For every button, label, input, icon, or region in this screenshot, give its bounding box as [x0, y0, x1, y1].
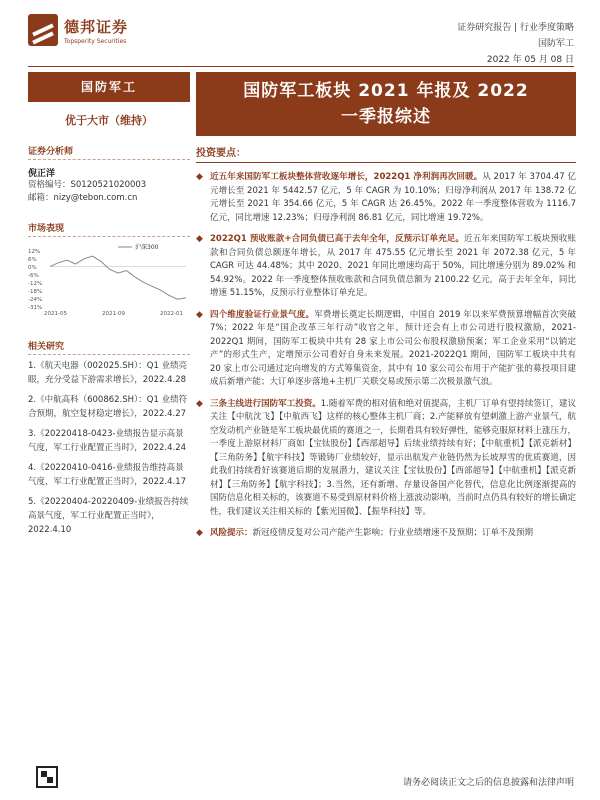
- report-title-line1: 国防军工板块 2021 年报及 2022: [243, 81, 529, 101]
- paragraph-highlight: 三条主线进行国防军工投资。: [210, 398, 321, 409]
- y-tick-label: -6%: [28, 273, 39, 279]
- bullet-icon: ◆: [196, 234, 203, 244]
- y-tick-label: 0%: [28, 265, 37, 271]
- report-title-line2: 一季报综述: [341, 107, 431, 127]
- research-item[interactable]: 2.《中航高科（600862.SH）：Q1 业绩符合预期，航空复材稳定增长》，2022.4.27: [28, 395, 188, 419]
- research-section-title: 相关研究: [28, 339, 190, 355]
- paragraph-body: 1.随着军费的相对值和绝对值提高，主机厂订单有望持续签订，建议关注【中航沈飞】【中航西飞】这样的核心整体主机厂商；2.产能释放有望刺激上游产业景气，航空发动机产业链是军工板块最优质的赛道之一，长期看具有较好弹性，能够克服原材料上涨压力，一季度上游原材料厂商如【宝钛股份】【西部超导】后续业绩持续有好；【中航重机】【派克新材】【三角防务】【航宇科技】等锻铸厂业绩较好，显示出航发产业链仍然为长坡厚雪的优质赛道，因此我们持续看好该赛道后期的发展潜力，建议关注【宝钛股份】【西部超导】【中航重机】【派克新材】【三角防务】【航宇科技】；3.当然，还有新增、存量设备国产化替代，信息化比例逐渐提高的国防信息化相关标的，该赛道不易受到原材料价格上涨波动影响，当前时点仍具有较好的增长确定性，我们建议关注相关标的【紫光国微】、【振华科技】等。: [210, 398, 576, 517]
- paragraph-highlight: 2022Q1 预收账款+合同负债已高于去年全年，反预示订单充足。: [210, 234, 465, 244]
- report-title: [196, 72, 576, 136]
- paragraph-body: 近五年来国防军工板块预收账款和合同负债总额逐年增长，从 2017 年 475.55 亿元增长至 2021 年 2072.38 亿元，5 年 CAGR 可达 44.48%；其中 2020、2021 年同比增速均高于 50%，同比增速分别为 89.02% 和 54.92%。2022 年一季度整体预收账款和合同负债总额为 2100.22 亿元，高于去年全年，同比增速 51.15%，反预示行业整体订单充足。: [210, 234, 576, 298]
- logo-icon: [28, 14, 58, 46]
- research-list: [28, 359, 190, 537]
- analyst-name: 倪正洋: [28, 169, 56, 179]
- header-meta: [457, 20, 574, 68]
- header-divider: [28, 66, 574, 67]
- y-tick-label: -12%: [28, 281, 43, 287]
- report-type: 证券研究报告 | 行业季度策略: [457, 23, 574, 33]
- y-tick-label: -31%: [28, 305, 43, 311]
- x-tick-label: 2022-01: [160, 311, 183, 317]
- y-tick-label: -18%: [28, 289, 43, 295]
- left-sidebar: [28, 72, 190, 543]
- analyst-section-title: 证券分析师: [28, 144, 190, 160]
- bullet-icon: ◆: [196, 528, 203, 538]
- key-points-heading: 投资要点：: [196, 144, 576, 163]
- footer-disclaimer: 请务必阅读正文之后的信息披露和法律声明: [402, 778, 574, 788]
- market-chart: [28, 241, 190, 323]
- bullet-icon: ◆: [196, 309, 203, 320]
- research-item[interactable]: 3.《20220418-0423-业绩报告显示高景气度，军工行业配置正当时》，2022.4.24: [28, 429, 187, 453]
- paragraph-body: 从 2017 年 3704.47 亿元增长至 2021 年 5442.57 亿元，5 年 CAGR 为 10.10%；归母净利润从 2017 年 138.72 亿元增长至 2021 年 354.66 亿元，5 年 CAGR 达 26.45%。2022 年一季度整体营收为 1116.7 亿元，同比增速 12.23%；归母净利润 86.81 亿元，同比增速 19.72%。: [210, 172, 576, 223]
- logo-name-cn: 德邦证券: [64, 17, 129, 36]
- report-date: 2022 年 05 月 08 日: [486, 55, 574, 65]
- x-tick-label: 2021-05: [44, 311, 67, 317]
- research-item[interactable]: 4.《20220410-0416-业绩报告维持高景气度，军工行业配置正当时》，2022.4.17: [28, 463, 187, 487]
- bullet-icon: ◆: [196, 172, 203, 182]
- logo-name-en: Topsperity Securities: [64, 37, 127, 45]
- paragraph-highlight: 四个维度验证行业景气度。: [210, 309, 315, 320]
- main-content: [196, 72, 576, 541]
- paragraph-highlight: 近五年来国防军工板块整体营收逐年增长，2022Q1 净利润再次回暖。: [210, 172, 483, 182]
- company-logo: [28, 14, 128, 46]
- sector-label: 国防军工: [28, 72, 190, 102]
- paragraph-highlight: 风险提示：: [210, 528, 253, 538]
- key-point-paragraph: [196, 398, 576, 520]
- y-tick-label: 6%: [28, 257, 37, 263]
- y-tick-label: -24%: [28, 297, 43, 303]
- key-point-paragraph: [196, 233, 576, 301]
- research-item[interactable]: 5.《20220404-20220409-业绩报告持续高景气度，军工行业配置正当时》，2022.4.10: [28, 497, 189, 535]
- market-section-title: 市场表现: [28, 221, 190, 237]
- research-item[interactable]: 1.《航天电器（002025.SH）：Q1 业绩亮眼，充分受益下游需求增长》，2022.4.28: [28, 361, 188, 385]
- market-chart-svg: [28, 241, 190, 323]
- y-tick-label: 12%: [28, 249, 41, 255]
- risk-paragraph: [196, 527, 576, 541]
- analyst-email[interactable]: 邮箱：nizy@tebon.com.cn: [28, 193, 138, 203]
- key-point-paragraph: [196, 171, 576, 225]
- qr-code-icon: [36, 766, 58, 788]
- header-sector: 国防军工: [537, 39, 574, 49]
- legend-label: 沪深300: [135, 244, 159, 251]
- key-point-paragraph: [196, 309, 576, 390]
- rating: 优于大市（维持）: [65, 114, 153, 127]
- bullet-icon: ◆: [196, 398, 203, 409]
- analyst-license: 资格编号：S0120521020003: [28, 180, 147, 190]
- paragraph-body: 新冠疫情反复对公司产能产生影响；行业业绩增速不及预期；订单不及预期: [252, 528, 534, 538]
- x-tick-label: 2021-09: [102, 311, 125, 317]
- series-line: [50, 256, 186, 299]
- paragraph-body: 军费增长奠定长期逻辑，中国自 2019 年以来军费预算增幅首次突破 7%；2022 年是“国企改革三年行动”收官之年，预计还会有上市公司进行股权激励，2021-2022Q1 期间，国防军工板块中共有 28 家上市公司公布股权激励预案；军工企业采用“以销定产”的形式生产，定增预示公司看好自身未来发展。2021-2022Q1 期间，国防军工板块中共有 20 家上市公司通过定向增发的方式筹集资金，其中有 10 家公司公布用于产能扩张的募投项目建成后新增产能；大订单逐步落地+主机厂关联交易或预示第二次极景激气浪。: [210, 309, 576, 387]
